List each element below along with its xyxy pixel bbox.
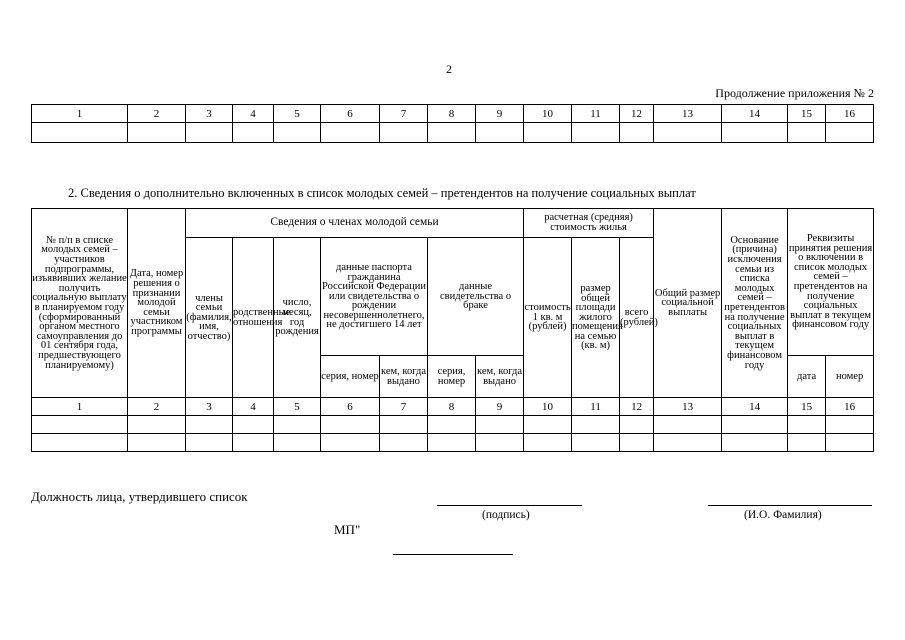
column-number: 4 <box>233 398 274 416</box>
column-number: 11 <box>572 105 620 123</box>
header-col2: Дата, номер решения о признании молодой семьи участником программы <box>128 209 186 398</box>
column-number: 3 <box>186 105 233 123</box>
column-number: 2 <box>128 398 186 416</box>
continuation-table <box>31 104 874 143</box>
header-col8: серия, номер <box>428 356 476 398</box>
column-number: 15 <box>788 105 826 123</box>
header-col10: стоимость 1 кв. м (рублей) <box>524 238 572 398</box>
header-col16: номер <box>826 356 874 398</box>
header-col3: члены семьи (фамилия, имя, отчество) <box>186 238 233 398</box>
column-number: 3 <box>186 398 233 416</box>
header-col1: № п/п в списке молодых семей – участников подпрограммы, изъявивших желание получить социальную выплату в планируемом году (сформированный органом местного самоуправления до 01 сентября года, предшествующего планируемому) <box>32 209 128 398</box>
position-label: Должность лица, утвердившего список <box>31 489 248 504</box>
stamp-line <box>393 554 513 555</box>
column-number: 2 <box>128 105 186 123</box>
column-number-row <box>32 105 874 123</box>
signature-line <box>437 505 582 506</box>
column-number: 11 <box>572 398 620 416</box>
column-number: 16 <box>826 105 874 123</box>
column-number: 14 <box>722 398 788 416</box>
table-row <box>32 416 874 434</box>
column-number: 4 <box>233 105 274 123</box>
column-number: 13 <box>654 398 722 416</box>
header-members-group: Сведения о членах молодой семьи <box>186 209 524 238</box>
column-number: 7 <box>380 398 428 416</box>
section-title: 2. Сведения о дополнительно включенных в список молодых семей – претендентов на получение социальных выплат <box>68 186 696 200</box>
header-col5: число, месяц, год рождения <box>274 238 321 398</box>
header-col9: кем, когда выдано <box>476 356 524 398</box>
header-requisites-group: Реквизиты принятия решения о включении в список молодых семей – претендентов на получение социальных выплат в текущем финансовом году <box>788 209 874 356</box>
column-number: 1 <box>32 398 128 416</box>
stamp-label: МП" <box>334 522 361 537</box>
header-cost-group: расчетная (средняя) стоимость жилья <box>524 209 654 238</box>
column-number: 15 <box>788 398 826 416</box>
column-number: 1 <box>32 105 128 123</box>
additional-families-table <box>31 208 874 452</box>
column-number: 10 <box>524 398 572 416</box>
column-number: 12 <box>620 398 654 416</box>
column-number: 8 <box>428 398 476 416</box>
table-row <box>32 123 874 143</box>
column-number: 10 <box>524 105 572 123</box>
header-col11: размер общей площади жилого помещения на семью (кв. м) <box>572 238 620 398</box>
header-col12: всего (рублей) <box>620 238 654 398</box>
column-number: 6 <box>321 398 380 416</box>
header-col13: Общий размер социальной выплаты <box>654 209 722 398</box>
header-passport-group: данные паспорта гражданина Российской Федерации или свидетельства о рождении несовершеннолетнего, не достигшего 14 лет <box>321 238 428 356</box>
header-col4: родственные отношения <box>233 238 274 398</box>
header-marriage-group: данные свидетельства о браке <box>428 238 524 356</box>
column-number: 5 <box>274 105 321 123</box>
column-number: 9 <box>476 105 524 123</box>
header-col7: кем, когда выдано <box>380 356 428 398</box>
signature-caption: (подпись) <box>482 509 530 521</box>
column-number: 8 <box>428 105 476 123</box>
column-number: 14 <box>722 105 788 123</box>
name-caption: (И.О. Фамилия) <box>744 509 822 521</box>
column-number: 13 <box>654 105 722 123</box>
table-row <box>32 434 874 452</box>
column-number: 6 <box>321 105 380 123</box>
column-number: 12 <box>620 105 654 123</box>
page-number: 2 <box>446 62 452 76</box>
column-number: 16 <box>826 398 874 416</box>
continuation-note: Продолжение приложения № 2 <box>715 86 874 100</box>
column-number: 9 <box>476 398 524 416</box>
column-number: 5 <box>274 398 321 416</box>
column-number: 7 <box>380 105 428 123</box>
header-col15: дата <box>788 356 826 398</box>
header-col6: серия, номер <box>321 356 380 398</box>
header-col14: Основание (причина) исключения семьи из списка молодых семей – претендентов на получение социальных выплат в текущем финансовом году <box>722 209 788 398</box>
column-number-row <box>32 398 874 416</box>
name-line <box>708 505 872 506</box>
